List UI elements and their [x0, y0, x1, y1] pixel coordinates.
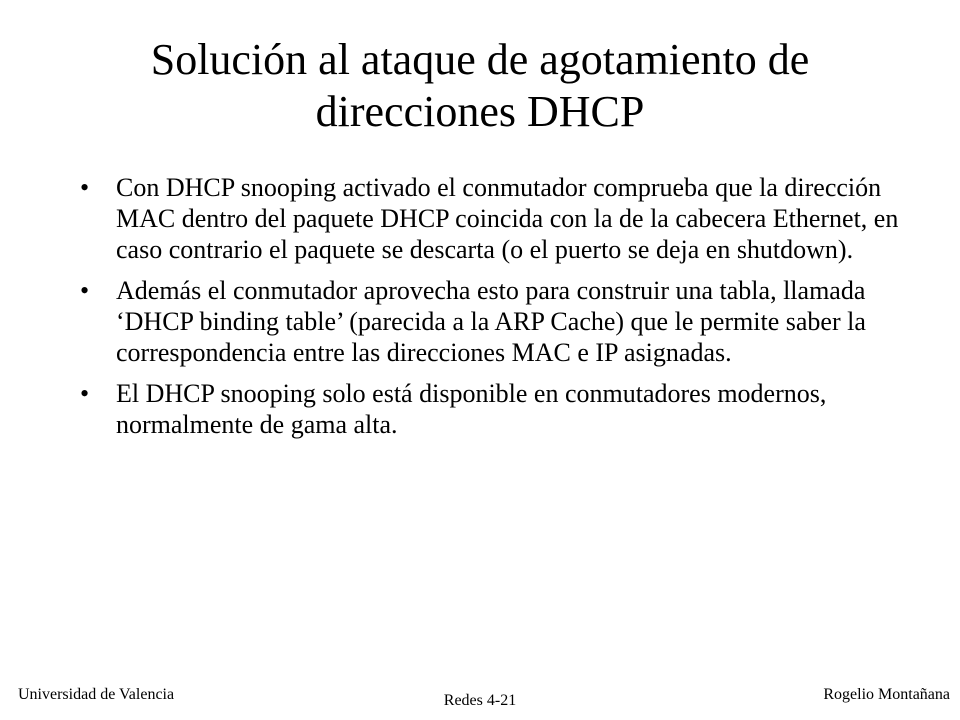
slide-title-line-1: Solución al ataque de agotamiento de	[150, 35, 810, 84]
bullet-text: Además el conmutador aprovecha esto para construir una tabla, llamada ‘DHCP binding table’ (parecida a la ARP Cache) que le permite saber la correspondencia entre las direcciones MAC e IP asignadas.	[116, 276, 866, 367]
slide-title	[60, 34, 900, 138]
bullet-item	[80, 172, 900, 265]
footer-slide-number: Redes 4-21	[443, 692, 517, 709]
bullet-text: Con DHCP snooping activado el conmutador comprueba que la dirección MAC dentro del paquete DHCP coincida con la de la cabecera Ethernet, en caso contrario el paquete se descarta (o el puerto se deja en shutdown).	[116, 173, 899, 264]
bullet-item	[80, 275, 900, 368]
bullet-icon: •	[80, 379, 90, 408]
bullet-list	[80, 172, 900, 450]
bullet-icon: •	[80, 173, 90, 202]
bullet-item	[80, 378, 900, 440]
footer-author: Rogelio Montañana	[823, 686, 950, 703]
footer-university: Universidad de Valencia	[18, 686, 175, 703]
bullet-icon: •	[80, 276, 90, 305]
slide-title-line-2: direcciones DHCP	[315, 87, 645, 136]
bullet-text: El DHCP snooping solo está disponible en conmutadores modernos, normalmente de gama alta.	[116, 379, 827, 439]
